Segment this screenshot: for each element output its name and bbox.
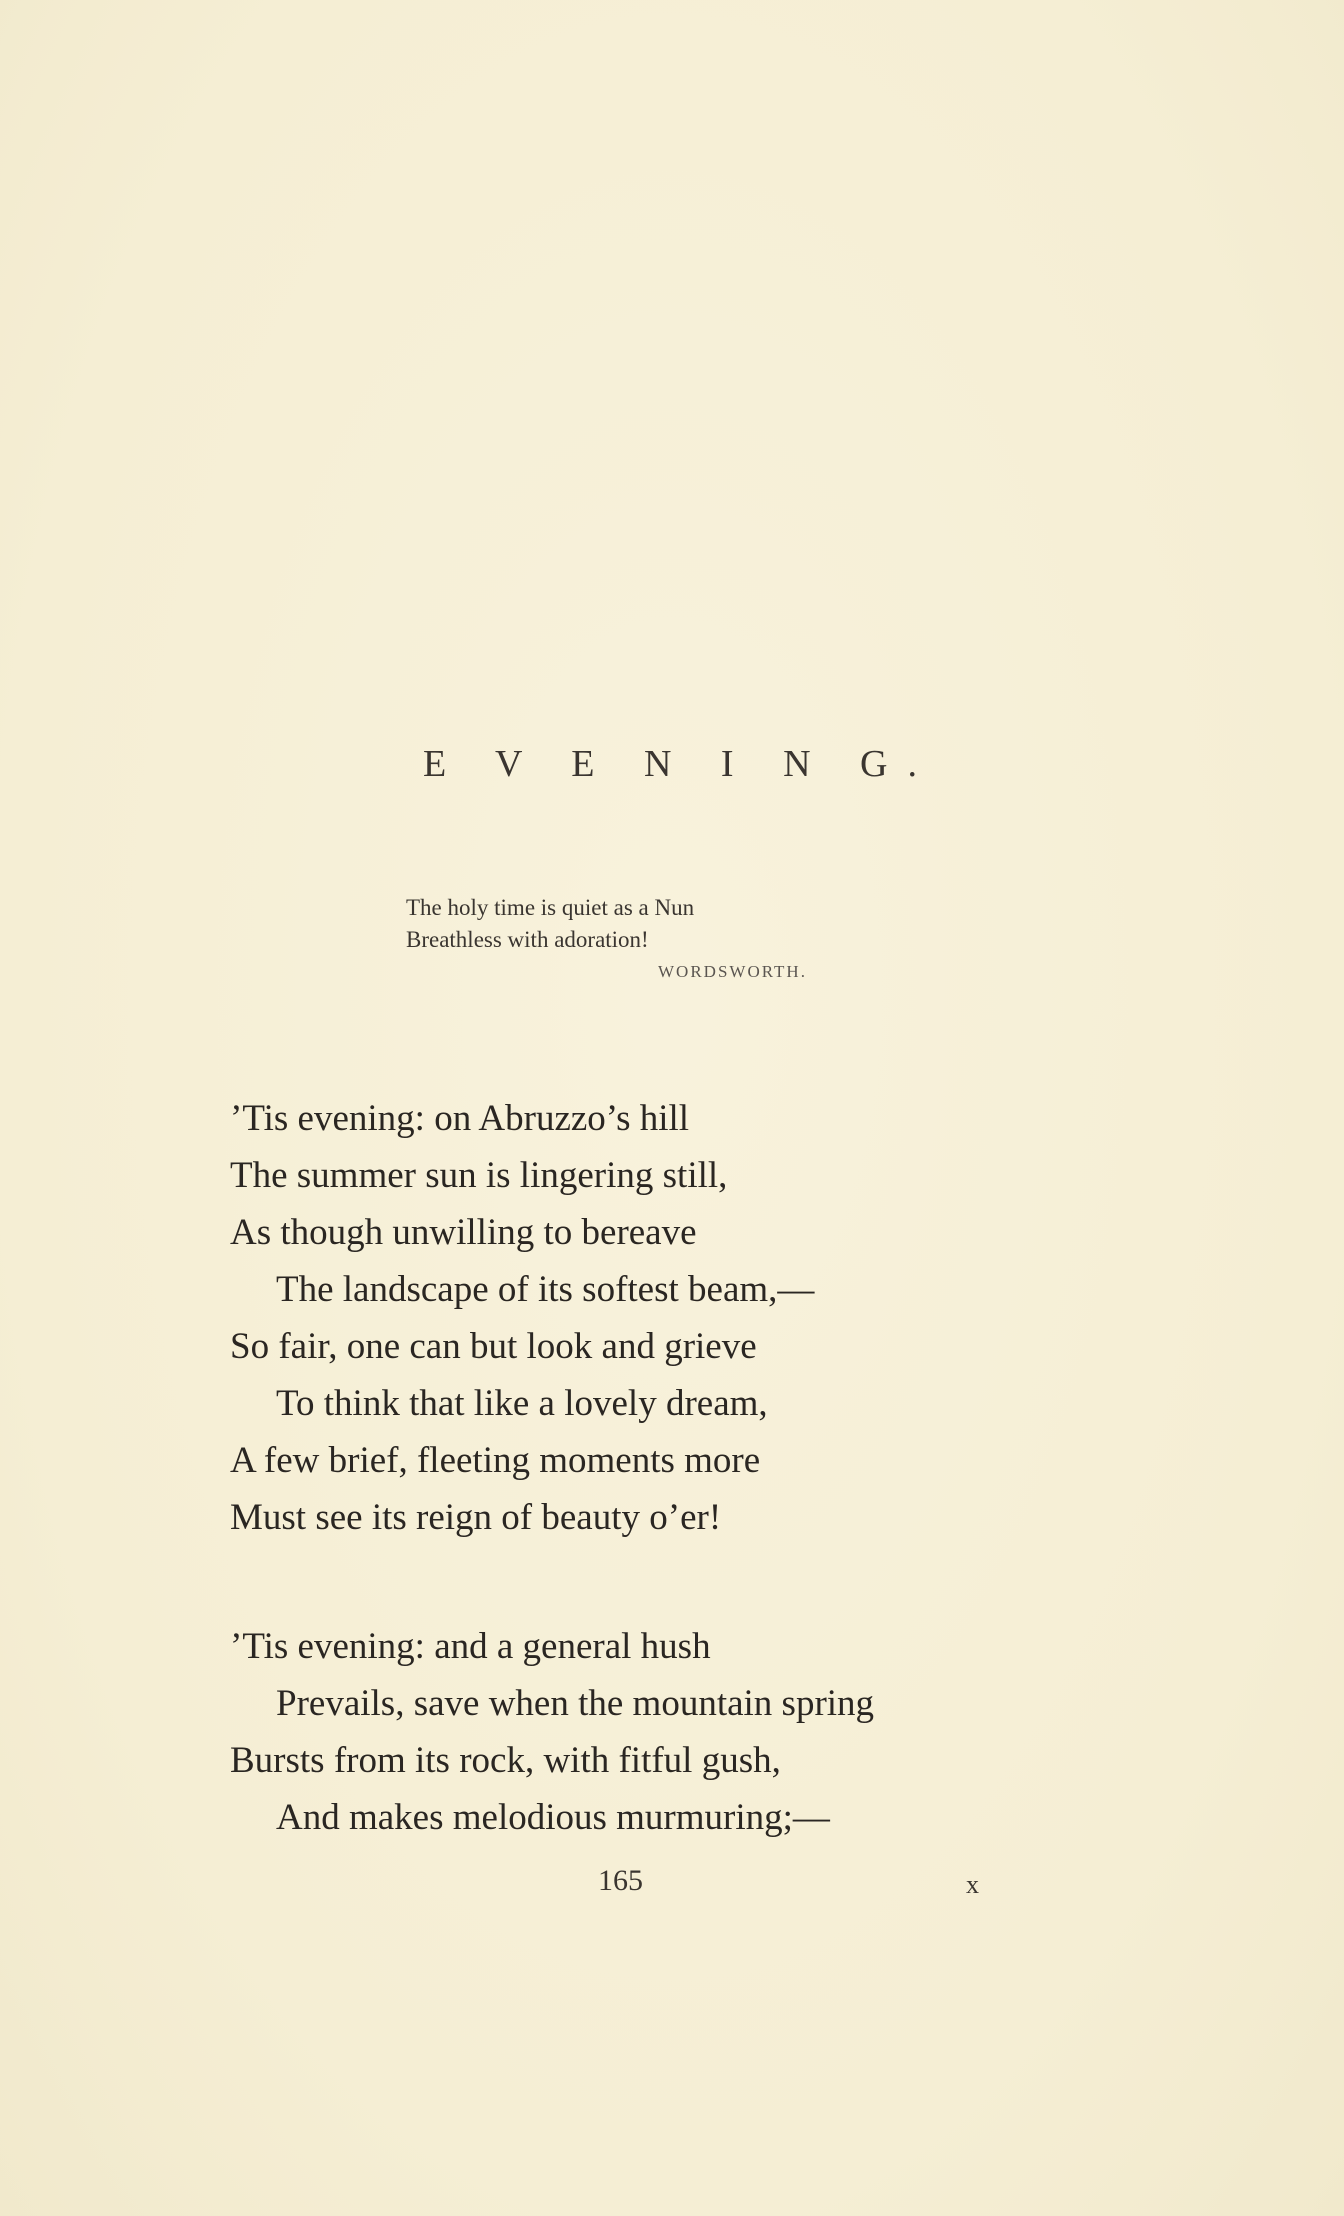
- verse-line: The landscape of its softest beam,—: [276, 1269, 815, 1310]
- verse-line: So fair, one can but look and grieve: [230, 1326, 757, 1367]
- verse-line: The summer sun is lingering still,: [230, 1155, 728, 1196]
- stanza-1: [230, 1090, 814, 1546]
- verse-line: Prevails, save when the mountain spring: [276, 1683, 875, 1724]
- verse-line: ’Tis evening: on Abruzzo’s hill: [230, 1098, 690, 1139]
- verse-line: Bursts from its rock, with fitful gush,: [230, 1740, 781, 1781]
- verse-line: As though unwilling to bereave: [230, 1212, 697, 1253]
- page-number: 165: [598, 1864, 643, 1897]
- verse-line: To think that like a lovely dream,: [276, 1383, 768, 1424]
- verse-line: A few brief, fleeting moments more: [230, 1440, 761, 1481]
- verse-line: And makes melodious murmuring;—: [276, 1797, 830, 1838]
- signature-mark: x: [966, 1870, 979, 1899]
- poem-title: E V E N I N G.: [423, 743, 937, 785]
- verse-line: ’Tis evening: and a general hush: [230, 1626, 711, 1667]
- epigraph: [406, 892, 807, 988]
- epigraph-author: WORDSWORTH.: [658, 962, 807, 981]
- epigraph-line: The holy time is quiet as a Nun: [406, 895, 695, 920]
- stanza-2: [230, 1618, 874, 1846]
- verse-line: Must see its reign of beauty o’er!: [230, 1497, 722, 1538]
- epigraph-line: Breathless with adoration!: [406, 927, 649, 952]
